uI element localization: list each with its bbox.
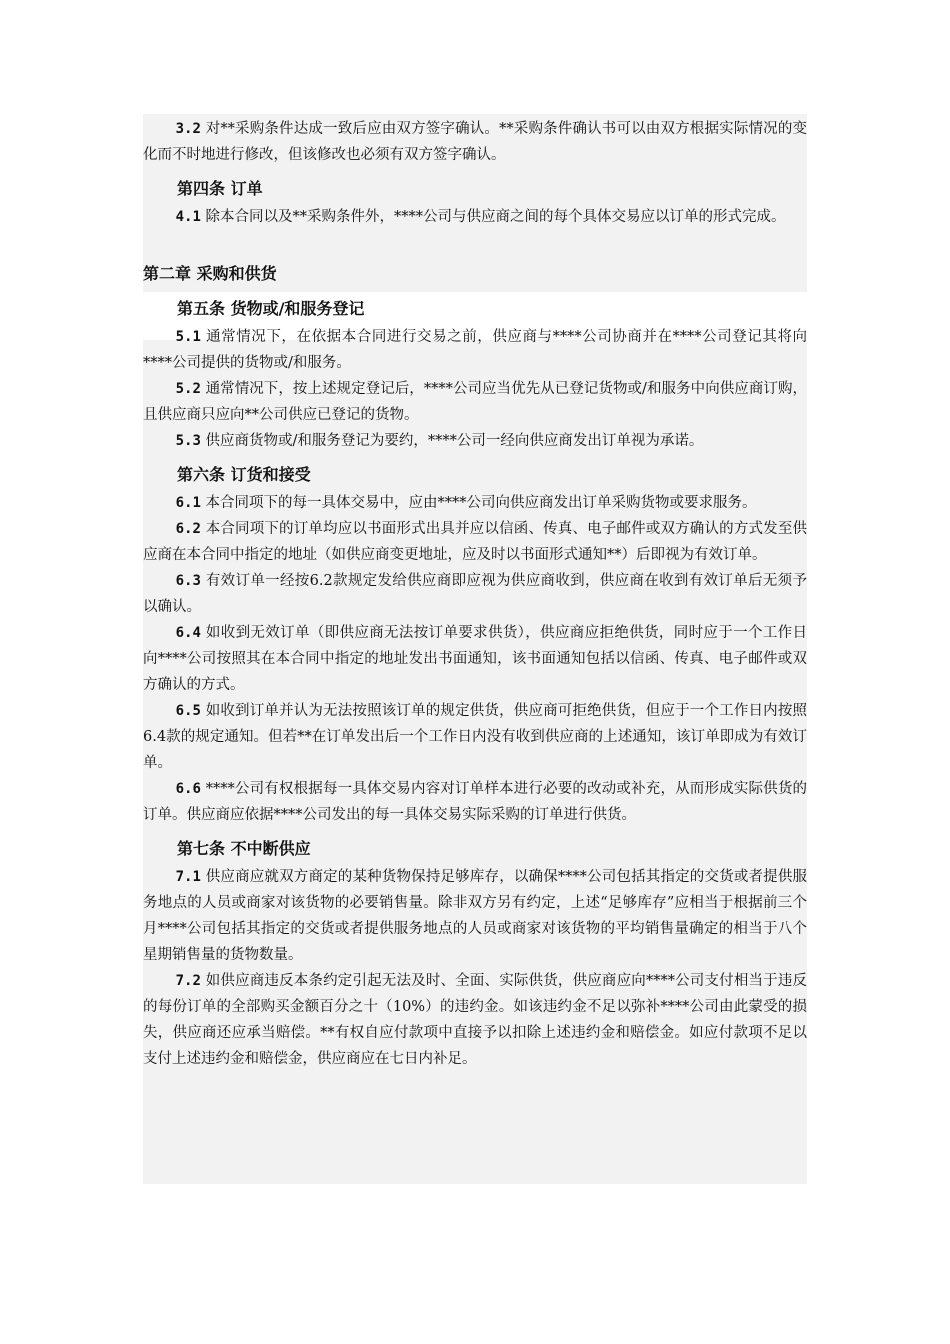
clause-text: 如收到无效订单（即供应商无法按订单要求供货），供应商应拒绝供货，同时应于一个工作日向****公司按照其在本合同中指定的地址发出书面通知，该书面通知包括以信函、传真、电子邮件或双方确认的方式。	[143, 625, 808, 693]
paragraph-6-5	[143, 698, 807, 776]
clause-number: 5.3	[175, 433, 201, 449]
paragraph-7-2	[143, 968, 807, 1072]
clause-text: ****公司有权根据每一具体交易内容对订单样本进行必要的改动或补充，从而形成实际供货的订单。供应商应依据****公司发出的每一具体交易实际采购的订单进行供货。	[143, 781, 808, 823]
article-5-title: 第五条 货物或/和服务登记	[177, 299, 365, 318]
clause-number: 6.4	[175, 625, 201, 641]
clause-text: 通常情况下，在依据本合同进行交易之前，供应商与****公司协商并在****公司登记其将向****公司提供的货物或/和服务。	[143, 329, 808, 371]
document-body	[143, 116, 807, 1072]
clause-text: 对**采购条件达成一致后应由双方签字确认。**采购条件确认书可以由双方根据实际情况的变化而不时地进行修改，但该修改也必须有双方签字确认。	[143, 121, 807, 163]
paragraph-6-3	[143, 568, 807, 620]
clause-number: 4.1	[175, 209, 201, 225]
clause-text: 除本合同以及**采购条件外，****公司与供应商之间的每个具体交易应以订单的形式完成。	[205, 209, 786, 225]
article-6-title: 第六条 订货和接受	[177, 465, 311, 484]
chapter-2-title: 第二章 采购和供货	[143, 264, 277, 283]
paragraph-5-2	[143, 376, 807, 428]
clause-text: 供应商货物或/和服务登记为要约，****公司一经向供应商发出订单视为承诺。	[205, 433, 704, 449]
clause-number: 5.2	[175, 381, 201, 397]
clause-number: 6.6	[175, 781, 201, 797]
paragraph-5-1	[143, 324, 807, 376]
paragraph-4-1	[143, 204, 807, 230]
clause-text: 通常情况下，按上述规定登记后，****公司应当优先从已登记货物或/和服务中向供应商订购，且供应商只应向**公司供应已登记的货物。	[143, 381, 808, 423]
paragraph-6-1	[143, 490, 807, 516]
clause-text: 如收到订单并认为无法按照该订单的规定供货，供应商可拒绝供货，但应于一个工作日内按照6.4款的规定通知。但若**在订单发出后一个工作日内没有收到供应商的上述通知，该订单即成为有效订单。	[143, 703, 807, 771]
clause-number: 3.2	[175, 121, 201, 137]
clause-number: 6.2	[175, 521, 201, 537]
paragraph-6-6	[143, 776, 807, 828]
clause-number: 6.3	[175, 573, 201, 589]
article-7-title: 第七条 不中断供应	[177, 839, 311, 858]
clause-number: 6.1	[175, 495, 201, 511]
clause-text: 本合同项下的每一具体交易中，应由****公司向供应商发出订单采购货物或要求服务。	[205, 495, 757, 511]
clause-text: 有效订单一经按6.2款规定发给供应商即应视为供应商收到，供应商在收到有效订单后无须予以确认。	[143, 573, 807, 615]
paragraph-7-1	[143, 864, 807, 968]
clause-number: 7.1	[175, 869, 201, 885]
clause-text: 本合同项下的订单均应以书面形式出具并应以信函、传真、电子邮件或双方确认的方式发至供应商在本合同中指定的地址（如供应商变更地址，应及时以书面形式通知**）后即视为有效订单。	[143, 521, 807, 563]
paragraph-5-3	[143, 428, 807, 454]
clause-text: 供应商应就双方商定的某种货物保持足够库存，以确保****公司包括其指定的交货或者提供服务地点的人员或商家对该货物的必要销售量。除非双方另有约定，上述“足够库存”应相当于根据前三个月****公司包括其指定的交货或者提供服务地点的人员或商家对该货物的平均销售量确定的相当于八个星期销售量的货物数量。	[143, 869, 808, 963]
article-4-title: 第四条 订单	[177, 179, 263, 198]
clause-number: 5.1	[175, 329, 201, 345]
paragraph-6-2	[143, 516, 807, 568]
clause-text: 如供应商违反本条约定引起无法及时、全面、实际供货，供应商应向****公司支付相当于违反的每份订单的全部购买金额百分之十（10%）的违约金。如该违约金不足以弥补****公司由此蒙受的损失，供应商还应承当赔偿。**有权自应付款项中直接予以扣除上述违约金和赔偿金。如应付款项不足以支付上述违约金和赔偿金，供应商应在七日内补足。	[143, 973, 808, 1067]
clause-number: 7.2	[175, 973, 201, 989]
clause-number: 6.5	[175, 703, 201, 719]
paragraph-3-2	[143, 116, 807, 168]
paragraph-6-4	[143, 620, 807, 698]
